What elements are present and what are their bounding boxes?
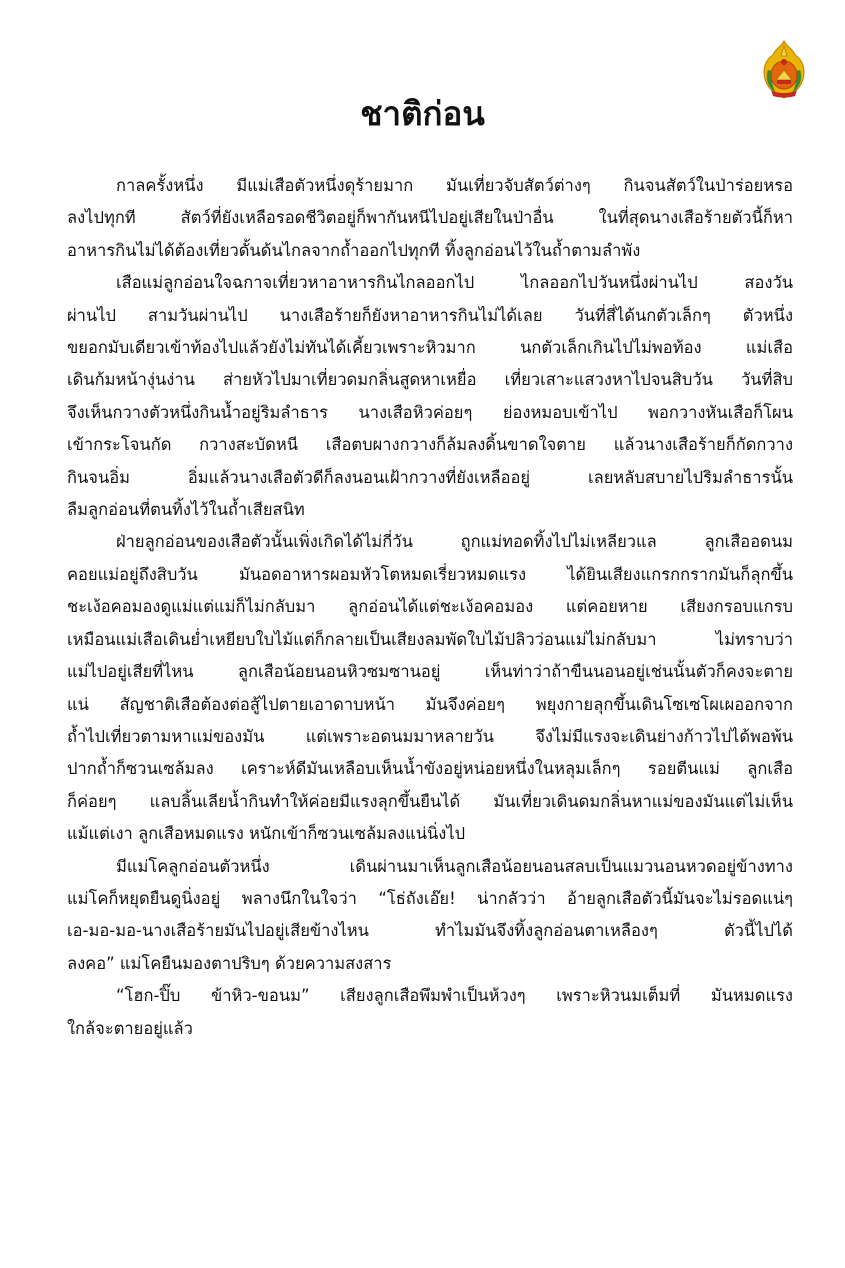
text-line: “โฮก-ปิ๊บ ข้าหิว-ขอนม” เสียงลูกเสือพึมพำเป็นห้วงๆ เพราะหิวนมเต็มที่ มันหมดแรง — [116, 986, 793, 1006]
text-line: ใกล้จะตายอยู่แล้ว — [67, 1018, 193, 1038]
text-line: อาหารกินไม่ได้ต้องเที่ยวดั้นด้นไกลจากถ้ำออกไปทุกที ทิ้งลูกอ่อนไว้ในถ้ำตามลำพัง — [67, 240, 641, 260]
paragraph-4 — [67, 851, 793, 981]
text-line: ชะเง้อคอมองดูแม่แต่แม่ก็ไม่กลับมา ลูกอ่อนได้แต่ชะเง้อคอมอง แต่คอยหาย เสียงกรอบแกรบ — [67, 597, 793, 617]
text-line: ลงคอ” แม่โคยืนมองตาปริบๆ ด้วยความสงสาร — [67, 953, 392, 973]
text-line: เดินก้มหน้างุ่นง่าน ส่ายหัวไปมาเที่ยวดมกลิ่นสูดหาเหยื่อ เที่ยวเสาะแสวงหาไปจนสิบวัน วันที่สิบ — [67, 370, 793, 390]
paragraph-3 — [67, 526, 793, 850]
text-line: เข้ากระโจนกัด กวางสะบัดหนี เสือตบผางกวางก็ล้มลงดิ้นขาดใจตาย แล้วนางเสือร้ายก็กัดกวาง — [67, 435, 793, 455]
text-line: ถ้ำไปเที่ยวตามหาแม่ของมัน แต่เพราะอดนมมาหลายวัน จึงไม่มีแรงจะเดินย่างก้าวไปได้พอพ้น — [67, 726, 793, 746]
text-line: เหมือนแม่เสือเดินย่ำเหยียบใบไม้แต่ก็กลายเป็นเสียงลมพัดใบไม้ปลิวว่อนแม่ไม่กลับมา ไม่ทราบว่า — [67, 629, 793, 649]
text-line: แม่ไปอยู่เสียที่ไหน ลูกเสือน้อยนอนหิวซมซานอยู่ เห็นท่าว่าถ้าขืนนอนอยู่เช่นนั้นตัวก็คงจะตาย — [67, 662, 793, 682]
text-line: คอยแม่อยู่ถึงสิบวัน มันอดอาหารผอมหัวโตหมดเรี่ยวหมดแรง ได้ยินเสียงแกรกกรากมันก็ลุกขึ้น — [67, 564, 793, 584]
text-line: แม่โคก็หยุดยืนดูนิ่งอยู่ พลางนึกในใจว่า “โธ่ถังเอ๊ย! น่ากลัวว่า อ้ายลูกเสือตัวนี้มันจะไม่รอดแน่ๆ — [67, 888, 793, 908]
text-line: ผ่านไป สามวันผ่านไป นางเสือร้ายก็ยังหาอาหารกินไม่ได้เลย วันที่สี่ได้นกตัวเล็กๆ ตัวหนึ่ง — [67, 305, 793, 325]
text-line: กาลครั้งหนึ่ง มีแม่เสือตัวหนึ่งดุร้ายมาก มันเที่ยวจับสัตว์ต่างๆ กินจนสัตว์ในป่าร่อยหรอ — [116, 176, 793, 195]
text-line: ก็ค่อยๆ แลบลิ้นเลียน้ำกินทำให้ค่อยมีแรงลุกขึ้นยืนได้ มันเที่ยวเดินดมกลิ่นหาแม่ของมันแต่ไม่เห็น — [67, 791, 793, 811]
text-line: เอ-มอ-มอ-นางเสือร้ายมันไปอยู่เสียข้างไหน ทำไมมันจึงทิ้งลูกอ่อนตาเหลืองๆ ตัวนี้ไปได้ — [67, 921, 793, 941]
text-line: ลืมลูกอ่อนที่ตนทิ้งไว้ในถ้ำเสียสนิท — [67, 500, 305, 520]
paragraph-1 — [67, 170, 793, 267]
text-line: ปากถ้ำก็ซวนเซล้มลง เคราะห์ดีมันเหลือบเห็นน้ำขังอยู่หน่อยหนึ่งในหลุมเล็กๆ รอยตีนแม่ ลูกเสือ — [67, 759, 793, 779]
text-line: เสือแม่ลูกอ่อนใจฉกาจเที่ยวหาอาหารกินไกลออกไป ไกลออกไปวันหนึ่งผ่านไป สองวัน — [116, 273, 793, 293]
paragraph-2 — [67, 267, 793, 526]
paragraph-5 — [67, 980, 793, 1045]
text-line: แม้แต่เงา ลูกเสือหมดแรง หนักเข้าก็ซวนเซล้มลงแน่นิ่งไป — [67, 824, 466, 844]
text-line: ลงไปทุกที สัตว์ที่ยังเหลือรอดชีวิตอยู่ก็พากันหนีไปอยู่เสียในป่าอื่น ในที่สุดนางเสือร้ายตัวนี้ก็หา — [67, 208, 793, 228]
story-body — [67, 170, 793, 1045]
page-title: ชาติก่อน — [360, 94, 485, 133]
text-line: มีแม่โคลูกอ่อนตัวหนึ่ง เดินผ่านมาเห็นลูกเสือน้อยนอนสลบเป็นแมวนอนหวดอยู่ข้างทาง — [116, 856, 793, 876]
text-line: จึงเห็นกวางตัวหนึ่งกินน้ำอยู่ริมลำธาร นางเสือหิวค่อยๆ ย่องหมอบเข้าไป พอกวางหันเสือก็โผน — [67, 402, 793, 422]
text-line: ขยอกมับเดียวเข้าท้องไปแล้วยังไม่ทันได้เคี้ยวเพราะหิวมาก นกตัวเล็กเกินไปไม่พอท้อง แม่เสือ — [67, 338, 793, 358]
text-line: ฝ่ายลูกอ่อนของเสือตัวนั้นเพิ่งเกิดได้ไม่กี่วัน ถูกแม่ทอดทิ้งไปไม่เหลียวแล ลูกเสืออดนม — [116, 532, 793, 552]
text-line: กินจนอิ่ม อิ่มแล้วนางเสือตัวดีก็ลงนอนเฝ้ากวางที่ยังเหลืออยู่ เลยหลับสบายไปริมลำธารนั้น — [67, 467, 793, 487]
text-line: แน่ สัญชาติเสือต้องต่อสู้ไปตายเอาดาบหน้า มันจึงค่อยๆ พยุงกายลุกขึ้นเดินโซเซโผเผออกจาก — [67, 694, 793, 714]
